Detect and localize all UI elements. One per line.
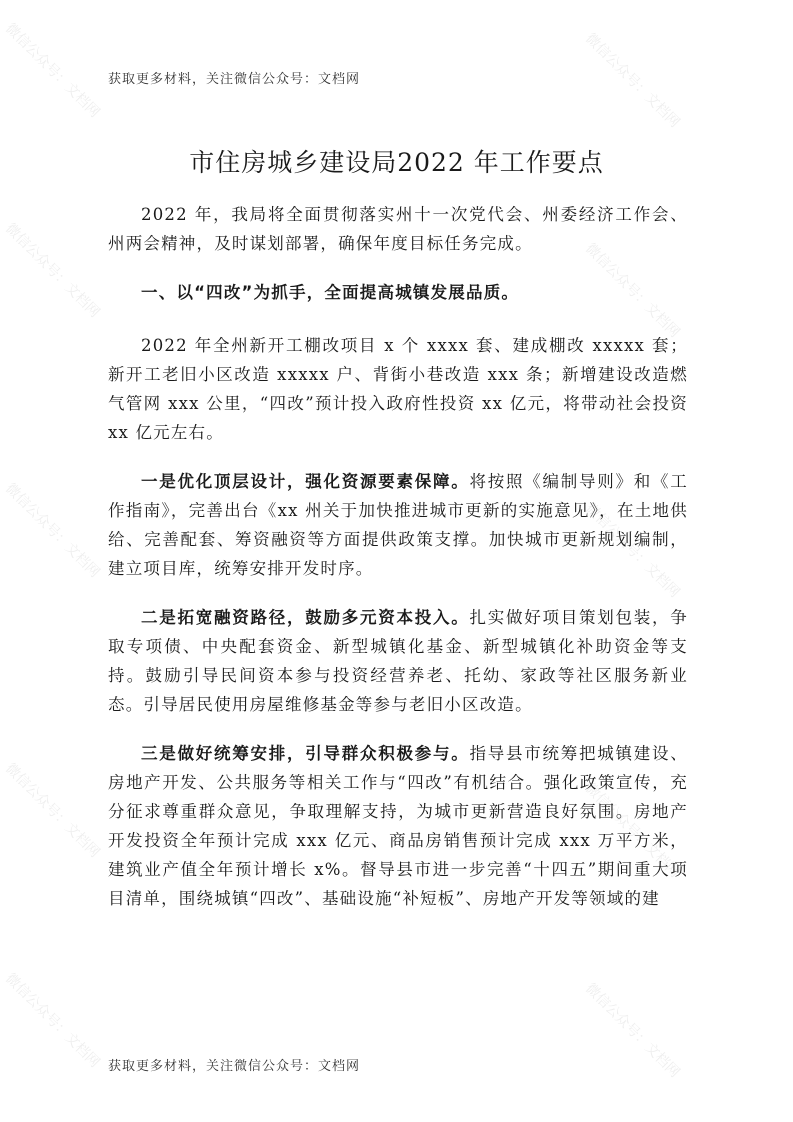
document-body: [108, 200, 688, 933]
watermark: 微信公众号：文档网: [582, 240, 683, 341]
section-paragraph: 2022 年全州新开工棚改项目 x 个 xxxx 套、建成棚改 xxxxx 套；新开工老旧小区改造 xxxxx 户、背街小巷改造 xxx 条；新增建设改造燃气管网 xxx 公里，“四改”预计投入政府性投资 xx 亿元，将带动社会投资 xx 亿元左右。: [108, 336, 688, 442]
intro-paragraph: 2022 年，我局将全面贯彻落实州十一次党代会、州委经济工作会、州两会精神，及时谋划部署，确保年度目标任务完成。: [108, 205, 688, 253]
watermark: 微信公众号：文档网: [582, 30, 683, 131]
watermark: 微信公众号：文档网: [2, 220, 103, 321]
footer-note: 获取更多材料，关注微信公众号：文档网: [108, 1059, 361, 1074]
watermark: 微信公众号：文档网: [2, 20, 103, 121]
header-note: 获取更多材料，关注微信公众号：文档网: [108, 72, 361, 87]
item-lead: 二是拓宽融资路径，鼓励多元资本投入。: [141, 608, 470, 627]
item-body: 扎实做好项目策划包装，争取专项债、中央配套资金、新型城镇化基金、新型城镇化补助资金等支持。鼓励引导民间资本参与投资经营养老、托幼、家政等社区服务新业态。引导居民使用房屋维修基金等参与老旧小区改造。: [108, 608, 688, 714]
item-paragraph-2: [108, 603, 688, 719]
watermark: 微信公众号：文档网: [582, 980, 683, 1081]
item-paragraph-3: [108, 739, 688, 913]
watermark: 微信公众号：文档网: [2, 970, 103, 1071]
item-body: 将按照《编制导则》和《工作指南》，完善出台《xx 州关于加快推进城市更新的实施意见》，在土地供给、完善配套、筹资融资等方面提供政策支撑。加快城市更新规划编制，建立项目库，统筹安排开发时序。: [108, 472, 688, 578]
section-heading: 一、以“四改”为抓手，全面提高城镇发展品质。: [141, 283, 520, 302]
item-lead: 三是做好统筹安排，引导群众积极参与。: [141, 744, 470, 763]
document-title: 市住房城乡建设局2022 年工作要点: [189, 148, 604, 177]
watermark: 微信公众号：文档网: [582, 780, 683, 881]
item-body: 指导县市统筹把城镇建设、房地产开发、公共服务等相关工作与“四改”有机结合。强化政策宣传，充分征求尊重群众意见，争取理解支持，为城市更新营造良好氛围。房地产开发投资全年预计完成 xxx 亿元、商品房销售预计完成 xxx 万平方米，建筑业产值全年预计增长 x%。督导县市进一步完善“十四五”期间重大项目清单，围绕城镇“四改”、基础设施“补短板”、房地产开发等领域的建: [108, 744, 688, 908]
watermark: 微信公众号：文档网: [2, 760, 103, 861]
watermark: 微信公众号：文档网: [2, 480, 103, 581]
item-paragraph-1: [108, 467, 688, 583]
item-lead: 一是优化顶层设计，强化资源要素保障。: [141, 472, 470, 491]
watermark: 微信公众号：文档网: [582, 500, 683, 601]
